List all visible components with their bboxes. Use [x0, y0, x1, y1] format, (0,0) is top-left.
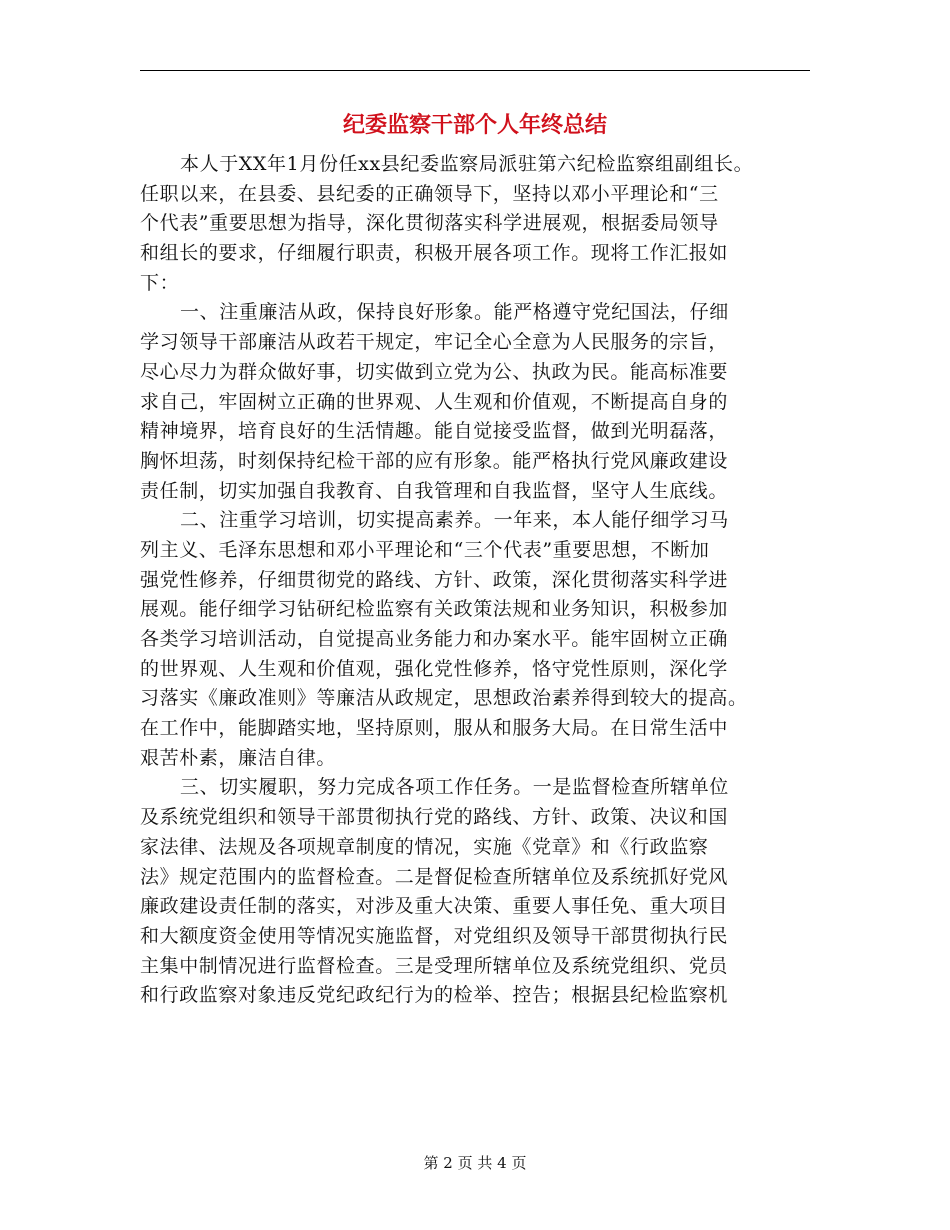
header-rule	[140, 70, 810, 71]
body-line: 本人于XX年1月份任xx县纪委监察局派驻第六纪检监察组副组长。	[180, 153, 754, 175]
body-line: 习落实《廉政准则》等廉洁从政规定，思想政治素养得到较大的提高。	[140, 687, 748, 710]
body-line: 一、注重廉洁从政，保持良好形象。能严格遵守党纪国法，仔细	[180, 301, 729, 324]
body-line: 主集中制情况进行监督检查。三是受理所辖单位及系统党组织、党员	[140, 954, 729, 977]
body-line: 下：	[140, 271, 180, 294]
document-body	[140, 150, 815, 1011]
body-line: 责任制，切实加强自我教育、自我管理和自我监督，坚守人生底线。	[140, 479, 729, 502]
body-line: 二、注重学习培训，切实提高素养。一年来，本人能仔细学习马	[180, 509, 729, 532]
body-line: 的世界观、人生观和价值观，强化党性修养，恪守党性原则，深化学	[140, 657, 729, 680]
page-number: 第 2 页 共 4 页	[423, 1154, 527, 1172]
body-line: 展观。能仔细学习钻研纪检监察有关政策法规和业务知识，积极参加	[140, 598, 729, 621]
body-line: 和大额度资金使用等情况实施监督，对党组织及领导干部贯彻执行民	[140, 924, 729, 947]
body-line: 家法律、法规及各项规章制度的情况，实施《党章》和《行政监察	[140, 835, 709, 858]
body-line: 各类学习培训活动，自觉提高业务能力和办案水平。能牢固树立正确	[140, 628, 729, 650]
body-line: 在工作中，能脚踏实地，坚持原则，服从和服务大局。在日常生活中	[140, 717, 729, 740]
body-line: 尽心尽力为群众做好事，切实做到立党为公、执政为民。能高标准要	[140, 360, 729, 383]
body-line: 求自己，牢固树立正确的世界观、人生观和价值观，不断提高自身的	[140, 390, 729, 413]
body-line: 法》规定范围内的监督检查。二是督促检查所辖单位及系统抓好党风	[140, 865, 729, 888]
body-line: 任职以来，在县委、县纪委的正确领导下，坚持以邓小平理论和“三	[140, 182, 719, 205]
body-line: 和行政监察对象违反党纪政纪行为的检举、控告；根据县纪检监察机	[140, 984, 729, 1007]
body-line: 列主义、毛泽东思想和邓小平理论和“三个代表”重要思想，不断加	[140, 538, 710, 561]
body-line: 及系统党组织和领导干部贯彻执行党的路线、方针、政策、决议和国	[140, 806, 729, 829]
body-line: 三、切实履职，努力完成各项工作任务。一是监督检查所辖单位	[180, 776, 729, 799]
body-line: 和组长的要求，仔细履行职责，积极开展各项工作。现将工作汇报如	[140, 242, 729, 265]
body-line: 廉政建设责任制的落实，对涉及重大决策、重要人事任免、重大项目	[140, 895, 729, 918]
body-line: 个代表”重要思想为指导，深化贯彻落实科学进展观，根据委局领导	[140, 212, 719, 235]
body-line: 胸怀坦荡，时刻保持纪检干部的应有形象。能严格执行党风廉政建设	[140, 449, 729, 472]
body-line: 学习领导干部廉洁从政若干规定，牢记全心全意为人民服务的宗旨，	[140, 331, 729, 354]
document-title: 纪委监察干部个人年终总结	[342, 112, 607, 138]
body-line: 强党性修养，仔细贯彻党的路线、方针、政策，深化贯彻落实科学进	[140, 568, 729, 591]
body-line: 精神境界，培育良好的生活情趣。能自觉接受监督，做到光明磊落，	[140, 420, 729, 443]
body-line: 艰苦朴素，廉洁自律。	[140, 746, 337, 769]
